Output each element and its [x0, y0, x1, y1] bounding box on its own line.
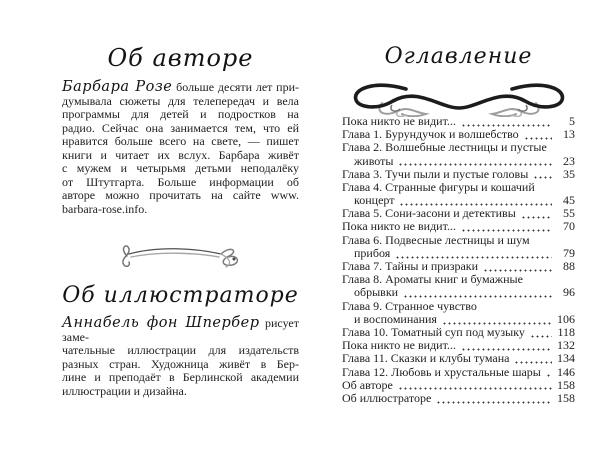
paragraph-line: думывала сюжеты для телепередач и вела: [62, 93, 299, 108]
toc-entry-label: Глава 11. Сказки и клубы тумана: [342, 351, 510, 366]
toc-entry[interactable]: [342, 366, 575, 379]
dot-leader: [461, 342, 552, 351]
about-author-title: Об авторе: [107, 44, 254, 72]
toc-entry-label: и воспоминания: [354, 311, 437, 326]
paragraph-line: радио. Сейчас она занимается тем, что ей: [62, 120, 299, 135]
dot-leader: [521, 210, 552, 219]
paragraph-line: разных стран. Художница живёт в Бер-: [62, 356, 299, 371]
paragraph-line: Барбара Розе больше десяти лет при-: [62, 79, 299, 95]
toc-page-number: 13: [563, 127, 575, 142]
dot-leader: [461, 118, 552, 127]
paragraph-line: с мужем и четырьмя детьми неподалёку: [62, 161, 299, 175]
calligraphic-swash-icon: [348, 79, 570, 117]
dot-leader: [524, 131, 552, 140]
paragraph-line: от Штутгарта. Больше информации об: [62, 174, 299, 189]
toc-entry-label: Пока никто не видит...: [342, 219, 456, 234]
toc-entry-continuation[interactable]: [342, 155, 575, 168]
dot-leader: [483, 263, 552, 272]
toc-entry-label: животы: [354, 153, 394, 168]
toc-entry-label: Об иллюстраторе: [342, 390, 432, 405]
about-illustrator-paragraph: [62, 316, 299, 398]
toc-page-number: 158: [557, 390, 575, 405]
toc-entry[interactable]: [342, 221, 575, 234]
toc-entry-label: Пока никто не видит...: [342, 113, 456, 128]
dot-leader: [399, 197, 552, 206]
right-page: [342, 0, 575, 466]
paragraph-line: нравится больше всего на свете, — пишет: [62, 134, 299, 148]
paragraph-line: программы для детей и подростков на: [62, 107, 299, 121]
toc-entry[interactable]: Глава 9. Странное чувство: [342, 298, 477, 313]
toc-entry-label: Глава 5. Сони-засони и детективы: [342, 206, 516, 221]
toc-entry[interactable]: Глава 2. Волшебные лестницы и пустые: [342, 140, 547, 155]
dot-leader: [403, 289, 552, 298]
dot-leader: [530, 329, 552, 338]
toc-page-number: 118: [557, 324, 575, 339]
dot-leader: [546, 368, 552, 377]
toc-entry-label: прибоя: [354, 245, 391, 260]
dot-leader: [395, 250, 552, 259]
about-author-paragraph: [62, 80, 299, 216]
paragraph-line: авторе можно прочитать на сайте www.: [62, 188, 299, 202]
toc-entry-label: Глава 7. Тайны и призраки: [342, 259, 479, 274]
toc-entry-label: Глава 1. Бурундучок и волшебство: [342, 127, 519, 142]
toc-page-number: 35: [563, 166, 575, 181]
toc-entry[interactable]: Глава 6. Подвесные лестницы и шум: [342, 232, 530, 247]
toc-page-number: 55: [563, 206, 575, 221]
toc-page-number: 158: [557, 377, 575, 392]
toc-page-number: 88: [563, 259, 575, 274]
toc-page-number: 5: [569, 113, 575, 128]
dot-leader: [398, 381, 552, 390]
toc-page-number: 23: [563, 153, 575, 168]
toc-entry[interactable]: [342, 352, 575, 365]
toc-page-number: 45: [563, 193, 575, 208]
toc-page-number: 106: [557, 311, 575, 326]
toc-entry-label: концерт: [354, 193, 395, 208]
illustrator-name-script: Аннабель фон Шпербер: [62, 315, 260, 331]
left-page: [62, 0, 299, 466]
toc-entry-label: Глава 12. Любовь и хрустальные шары: [342, 364, 541, 379]
dot-leader: [442, 316, 552, 325]
toc-page-number: 79: [563, 245, 575, 260]
toc-entry-continuation[interactable]: [342, 286, 575, 299]
paragraph-line: чательные иллюстрации для издательств: [62, 343, 299, 357]
toc-entry-label: Пока никто не видит...: [342, 338, 456, 353]
toc-entry[interactable]: Глава 8. Ароматы книг и бумажные: [342, 272, 523, 287]
author-name-script: Барбара Розе: [62, 79, 173, 95]
paragraph-line: иллюстрации и дизайна.: [62, 383, 187, 398]
paragraph-line: Аннабель фон Шпербер рисует заме-: [62, 315, 299, 344]
toc-entry-label: Глава 3. Тучи пыли и пустые головы: [342, 166, 529, 181]
dot-leader: [533, 170, 552, 179]
dot-leader: [436, 395, 552, 404]
toc-page-number: 146: [557, 364, 575, 379]
dot-leader: [398, 157, 552, 166]
toc-entry[interactable]: [342, 392, 575, 405]
toc-entry[interactable]: Глава 4. Странные фигуры и кошачий: [342, 179, 535, 194]
paragraph-line: лине и преподаёт в Берлинской академии: [62, 370, 299, 384]
toc-page-number: 96: [563, 285, 575, 300]
toc-entry[interactable]: [342, 379, 575, 392]
toc-page-number: 134: [557, 351, 575, 366]
dot-leader: [461, 223, 552, 232]
calligraphic-divider-icon: [117, 238, 245, 272]
dot-leader: [514, 355, 552, 364]
toc-list: [342, 115, 575, 405]
paragraph-line: barbara-rose.info.: [62, 201, 148, 216]
table-of-contents-title: Оглавление: [384, 44, 533, 69]
toc-page-number: 132: [557, 338, 575, 353]
toc-entry-label: Глава 10. Томатный суп под музыку: [342, 324, 525, 339]
toc-entry[interactable]: [342, 168, 575, 181]
toc-page-number: 70: [563, 219, 575, 234]
toc-entry-label: Об авторе: [342, 377, 393, 392]
about-illustrator-title: Об иллюстраторе: [62, 283, 299, 308]
paragraph-line: книги и читает их вслух. Барбара живёт: [62, 147, 299, 162]
toc-entry-label: обрывки: [354, 285, 399, 300]
